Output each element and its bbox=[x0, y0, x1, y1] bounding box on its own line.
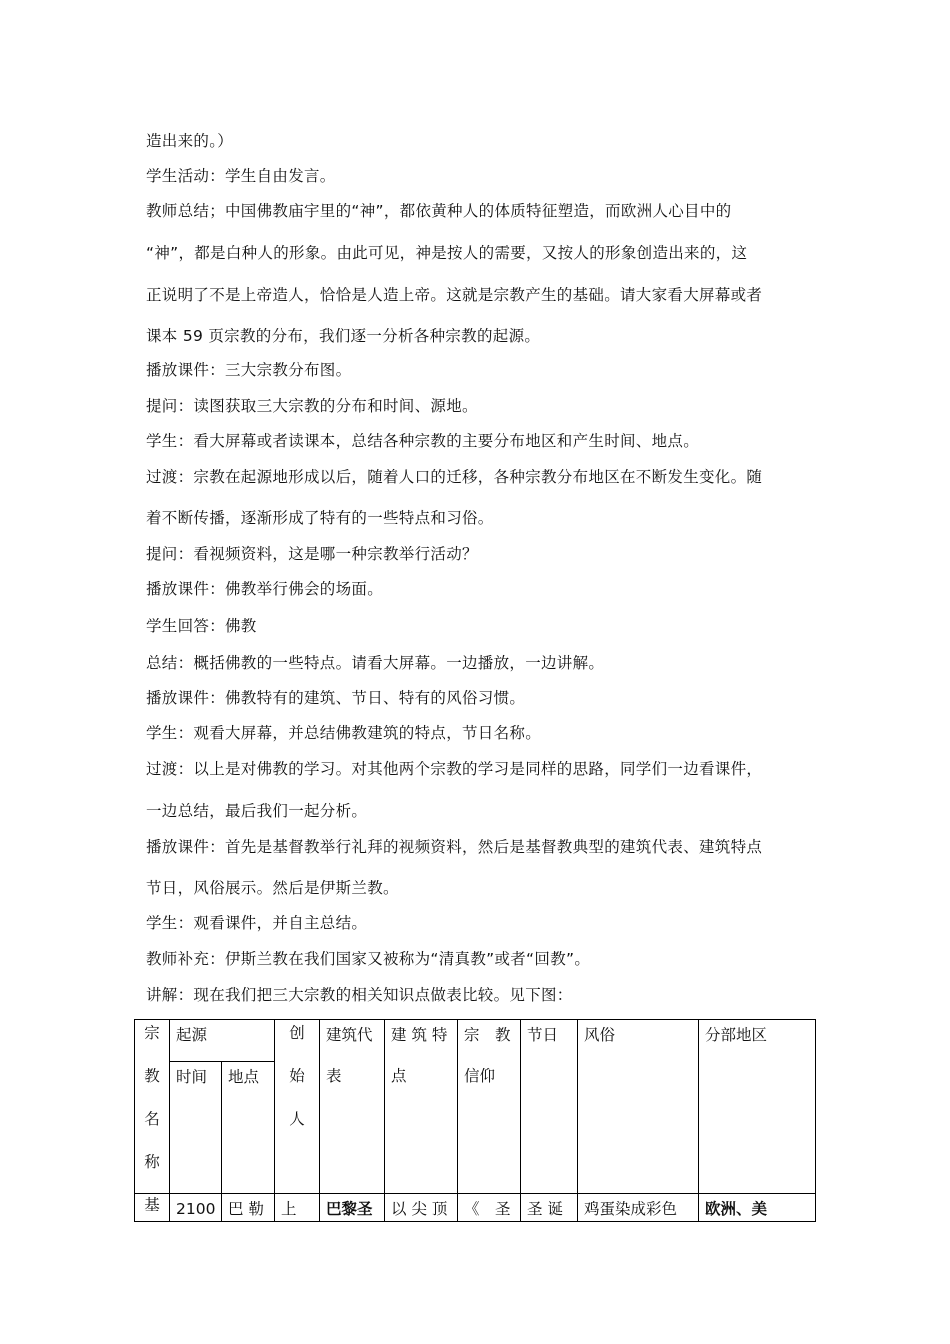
text-line: 播放课件：三大宗教分布图。 bbox=[146, 361, 352, 379]
text-line: 提问：读图获取三大宗教的分布和时间、源地。 bbox=[146, 397, 478, 415]
header-time: 时间 bbox=[170, 1062, 222, 1194]
cell-region: 欧洲、美 bbox=[699, 1194, 816, 1222]
text-line: 正说明了不是上帝造人，恰恰是人造上帝。这就是宗教产生的基础。请大家看大屏幕或者 bbox=[146, 286, 763, 304]
text-line: 着不断传播，逐渐形成了特有的一些特点和习俗。 bbox=[146, 509, 494, 527]
text-line: 学生回答：佛教 bbox=[146, 617, 257, 635]
text-line: 过渡：宗教在起源地形成以后，随着人口的迁移，各种宗教分布地区在不断发生变化。随 bbox=[146, 468, 763, 486]
text-line: 课本 59 页宗教的分布，我们逐一分析各种宗教的起源。 bbox=[146, 327, 541, 345]
cell-time: 2100 bbox=[170, 1194, 222, 1222]
text-line: 学生：观看大屏幕，并总结佛教建筑的特点，节日名称。 bbox=[146, 724, 542, 742]
header-origin: 起源 bbox=[170, 1020, 275, 1062]
text-line: 教师补充：伊斯兰教在我们国家又被称为“清真教”或者“回教”。 bbox=[146, 950, 591, 968]
text-line: 播放课件：首先是基督教举行礼拜的视频资料，然后是基督教典型的建筑代表、建筑特点 bbox=[146, 838, 763, 856]
text-line: 总结：概括佛教的一些特点。请看大屏幕。一边播放，一边讲解。 bbox=[146, 654, 605, 672]
cell-founder: 上 bbox=[275, 1194, 320, 1222]
text-line: 播放课件：佛教特有的建筑、节日、特有的风俗习惯。 bbox=[146, 689, 526, 707]
text-line: 一边总结，最后我们一起分析。 bbox=[146, 802, 368, 820]
religion-comparison-table bbox=[134, 1019, 816, 1222]
header-architecture-rep: 建筑代 表 bbox=[320, 1020, 385, 1194]
text-line: 节日，风俗展示。然后是伊斯兰教。 bbox=[146, 879, 399, 897]
header-architecture-features: 建 筑 特 点 bbox=[385, 1020, 458, 1194]
header-place: 地点 bbox=[222, 1062, 275, 1194]
header-custom: 风俗 bbox=[578, 1020, 699, 1194]
header-festival: 节日 bbox=[521, 1020, 578, 1194]
cell-belief: 《 圣 bbox=[458, 1194, 521, 1222]
text-line: 讲解：现在我们把三大宗教的相关知识点做表比较。见下图： bbox=[146, 986, 573, 1004]
table-header-row bbox=[135, 1020, 816, 1062]
cell-architecture-rep: 巴黎圣 bbox=[320, 1194, 385, 1222]
text-line: “神”，都是白种人的形象。由此可见，神是按人的需要，又按人的形象创造出来的，这 bbox=[146, 244, 748, 262]
cell-festival: 圣 诞 bbox=[521, 1194, 578, 1222]
header-religion-name: 宗 教 名 称 bbox=[135, 1020, 170, 1194]
text-line: 学生活动：学生自由发言。 bbox=[146, 167, 336, 185]
text-line: 过渡：以上是对佛教的学习。对其他两个宗教的学习是同样的思路，同学们一边看课件， bbox=[146, 760, 763, 778]
text-line: 教师总结；中国佛教庙宇里的“神”，都依黄种人的体质特征塑造，而欧洲人心目中的 bbox=[146, 202, 732, 220]
text-line: 播放课件：佛教举行佛会的场面。 bbox=[146, 580, 384, 598]
header-region: 分部地区 bbox=[699, 1020, 816, 1194]
table-row bbox=[135, 1194, 816, 1222]
text-line: 学生：观看课件，并自主总结。 bbox=[146, 914, 368, 932]
cell-place: 巴 勒 bbox=[222, 1194, 275, 1222]
cell-architecture-features: 以 尖 顶 bbox=[385, 1194, 458, 1222]
cell-religion-name: 基 bbox=[135, 1194, 170, 1222]
cell-custom: 鸡蛋染成彩色 bbox=[578, 1194, 699, 1222]
text-line: 学生：看大屏幕或者读课本，总结各种宗教的主要分布地区和产生时间、地点。 bbox=[146, 432, 700, 450]
text-line: 造出来的。） bbox=[146, 132, 234, 150]
header-founder: 创 始 人 bbox=[275, 1020, 320, 1194]
header-belief: 宗 教 信仰 bbox=[458, 1020, 521, 1194]
text-line: 提问：看视频资料，这是哪一种宗教举行活动？ bbox=[146, 545, 478, 563]
